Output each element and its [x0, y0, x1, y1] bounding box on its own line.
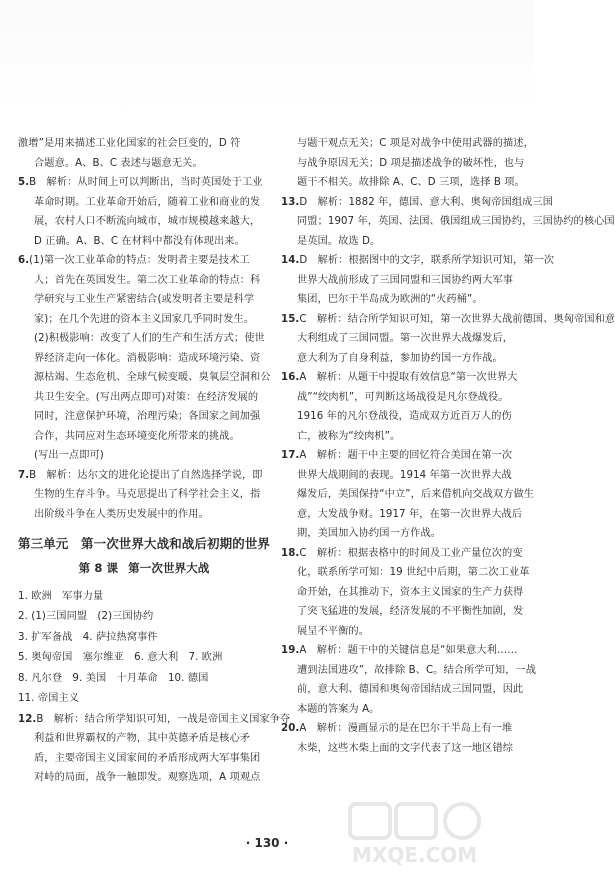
item-text: 展，农村人口不断流向城市，城市规模越来越大， — [34, 216, 261, 227]
answer-row: 11. 帝国主义 — [18, 693, 79, 704]
text-line: 合题意。A、B、C 表述与题意无关。 — [34, 157, 203, 169]
short-answers — [18, 587, 270, 710]
answer-row: 1. 欧洲 军事力量 — [18, 590, 104, 602]
item-number: 14. — [281, 255, 300, 266]
answer-row: 2. (1)三国同盟 (2)三国协约 — [18, 611, 154, 622]
answer-item-6 — [18, 251, 270, 466]
answer-item-14 — [281, 251, 555, 310]
svg-text:MXQE.COM: MXQE.COM — [352, 843, 478, 867]
answer-row: 5. 奥匈帝国 塞尔维亚 6. 意大利 7. 欧洲 — [18, 652, 223, 663]
item-text: D 正确。A、B、C 在材料中都没有体现出来。 — [34, 235, 245, 247]
item-text: D 解析：1882 年，德国、意大利、奥匈帝国组成三国 — [299, 196, 554, 208]
item-text: B 解析：结合所学知识可知，一战是帝国主义国家争夺 — [36, 713, 291, 725]
unit-title: 第三单元 第一次世界大战和战后初期的世界 — [18, 536, 271, 551]
watermark-logo — [348, 800, 530, 868]
item-text: 生物的生存斗争。马克思提出了科学社会主义，指 — [34, 489, 261, 500]
item-text: 出阶级斗争在人类历史发展中的作用。 — [34, 508, 209, 520]
item-text: 同盟；1907 年，英国、法国、俄国组成三国协约，三国协约的核心国 — [297, 216, 615, 227]
item-text: 意大利为了自身利益，参加协约国一方作战。 — [297, 352, 503, 364]
item-number: 17. — [281, 450, 300, 461]
item-text: 界经济走向一体化。消极影响：造成环境污染、资 — [34, 352, 261, 364]
item-text: 展呈不平衡的。 — [297, 625, 370, 637]
item-number: 13. — [281, 196, 300, 208]
item-text: 前，意大利、德国和奥匈帝国结成三国同盟，因此 — [297, 684, 524, 695]
item-text: 对峙的局面，战争一触即发。观察选项，A 项观点 — [34, 772, 261, 783]
item-number: 16. — [281, 372, 300, 383]
page-number: · 130 · — [245, 836, 289, 850]
text-line: 题干不相关。故排除 A、C、D 三项，选择 B 项。 — [297, 177, 525, 188]
right-column — [281, 134, 615, 758]
text-line: 与战争原因无关；D 项是描述战争的破坏性，也与 — [297, 157, 525, 169]
item-text: 了突飞猛进的发展，经济发展的不平衡性加剧，发 — [297, 606, 524, 617]
item-text: A 解析：从题干中提取有效信息“第一次世界大 — [299, 372, 518, 383]
item-text: A 解析：题干中主要的回忆符合美国在第一次 — [299, 450, 513, 461]
item-text: 意，大发战争财。1917 年，在第一次世界大战后 — [297, 508, 523, 520]
item-number: 18. — [281, 547, 300, 559]
answer-item-16 — [281, 368, 521, 446]
item-number: 15. — [281, 313, 300, 325]
item-text: 学研究与工业生产紧密结合(或发明者主要是科学 — [34, 294, 255, 305]
item-text: A 解析：漫画显示的是在巴尔干半岛上有一堆 — [299, 723, 513, 734]
item-text: 是英国。故选 D。 — [297, 235, 381, 247]
text-line: 与题干观点无关；C 项是对战争中使用武器的描述， — [297, 138, 534, 149]
item-text: 本题的答案为 A。 — [297, 703, 380, 715]
item-text: D 解析：根据图中的文字，联系所学知识可知，第一次 — [299, 255, 555, 266]
item-text: 大利组成了三国同盟。第一次世界大战爆发后， — [297, 333, 514, 344]
item-text: 遭到法国进攻”，故排除 B、C。结合所学可知，一战 — [297, 664, 537, 676]
item-text: 木柴，这些木柴上面的文字代表了这一地区错综 — [297, 742, 514, 754]
item-text: 世界大战期间的表现。1914 年第一次世界大战 — [297, 469, 512, 481]
item-number: 7. — [18, 469, 30, 481]
item-text: 盾，主要帝国主义国家间的矛盾形成两大军事集团 — [34, 752, 261, 764]
answer-row: 3. 扩军备战 4. 萨拉热窝事件 — [18, 631, 158, 643]
item-text: 同时，注意保护环境，治理污染；各国家之间加强 — [34, 411, 261, 422]
lesson-heading — [18, 559, 270, 579]
answer-item-17 — [281, 446, 535, 544]
item-text: (1)第一次工业革命的特点：发明者主要是技术工 — [29, 255, 250, 266]
item-text: 人；首先在英国发生。第二次工业革命的特点：科 — [34, 274, 261, 286]
item-text: 共卫生安全。(写出两点即可)对策：在经济发展的 — [34, 391, 259, 403]
item-text: 命开始，在其推动下，资本主义国家的生产力获得 — [297, 586, 524, 598]
item-text: 爆发后，美国保持“中立”，后来借机向交战双方做生 — [297, 489, 535, 500]
item-text: B 解析：达尔文的进化论提出了自然选择学说，即 — [29, 469, 263, 481]
item-text: (写出一点即可) — [34, 450, 104, 461]
answer-item-18 — [281, 544, 530, 642]
item-text: 家)；在几个先进的资本主义国家几乎同时发生。 — [34, 313, 255, 325]
item-text: 1916 年的凡尔登战役，造成双方近百万人的伤 — [297, 411, 512, 422]
item-text: 集团，巴尔干半岛成为欧洲的“火药桶”。 — [297, 294, 483, 305]
lesson-number: 第 8 课 — [78, 561, 119, 575]
item-text: 战”“绞肉机”，可判断这场战役是凡尔登战役。 — [297, 391, 509, 403]
item-text: A 解析：题干中的关键信息是“如果意大利…… — [299, 645, 518, 656]
item-text: 化，联系所学可知：19 世纪中后期，第二次工业革 — [297, 567, 530, 578]
answer-item-13 — [281, 193, 615, 252]
item-text: 亡，被称为“绞肉机”。 — [297, 430, 401, 442]
item-text: (2)积极影响：改变了人们的生产和生活方式；使世 — [34, 333, 265, 344]
item-text: 合作，共同应对生态环境变化所带来的挑战。 — [34, 430, 240, 442]
item-text: 期，美国加入协约国一方作战。 — [297, 528, 442, 539]
answer-row: 8. 凡尔登 9. 美国 十月革命 10. 德国 — [18, 672, 209, 684]
answer-item-5 — [18, 173, 270, 251]
answer-item-15 — [281, 310, 615, 369]
item-number: 5. — [18, 177, 30, 188]
item-text: 世界大战前形成了三国同盟和三国协约两大军事 — [297, 274, 514, 286]
item-text: B 解析：从时间上可以判断出，当时英国处于工业 — [29, 177, 263, 188]
item-text: C 解析：根据表格中的时间及工业产量位次的变 — [299, 547, 523, 559]
item-text: 源枯竭、生态危机、全球气候变暖、臭氧层空洞和公 — [34, 372, 271, 383]
item-number: 12. — [18, 713, 37, 725]
item-text: 利益和世界霸权的产物，其中英德矛盾是核心矛 — [34, 733, 251, 744]
item-number: 19. — [281, 645, 300, 656]
answer-item-19 — [281, 641, 537, 719]
answer-item-7 — [18, 466, 270, 525]
item-text: 革命时期。工业革命开始后，随着工业和商业的发 — [34, 196, 261, 208]
answer-item-20 — [281, 719, 521, 758]
top-margin — [0, 0, 534, 115]
item-number: 20. — [281, 723, 300, 734]
lesson-title: 第一次世界大战 — [128, 561, 210, 575]
item-number: 6. — [18, 255, 30, 266]
item-text: C 解析：结合所学知识可知，第一次世界大战前德国、奥匈帝国和意 — [299, 313, 615, 325]
text-line: 激增”是用来描述工业化国家的社会巨变的，D 符 — [18, 138, 241, 149]
